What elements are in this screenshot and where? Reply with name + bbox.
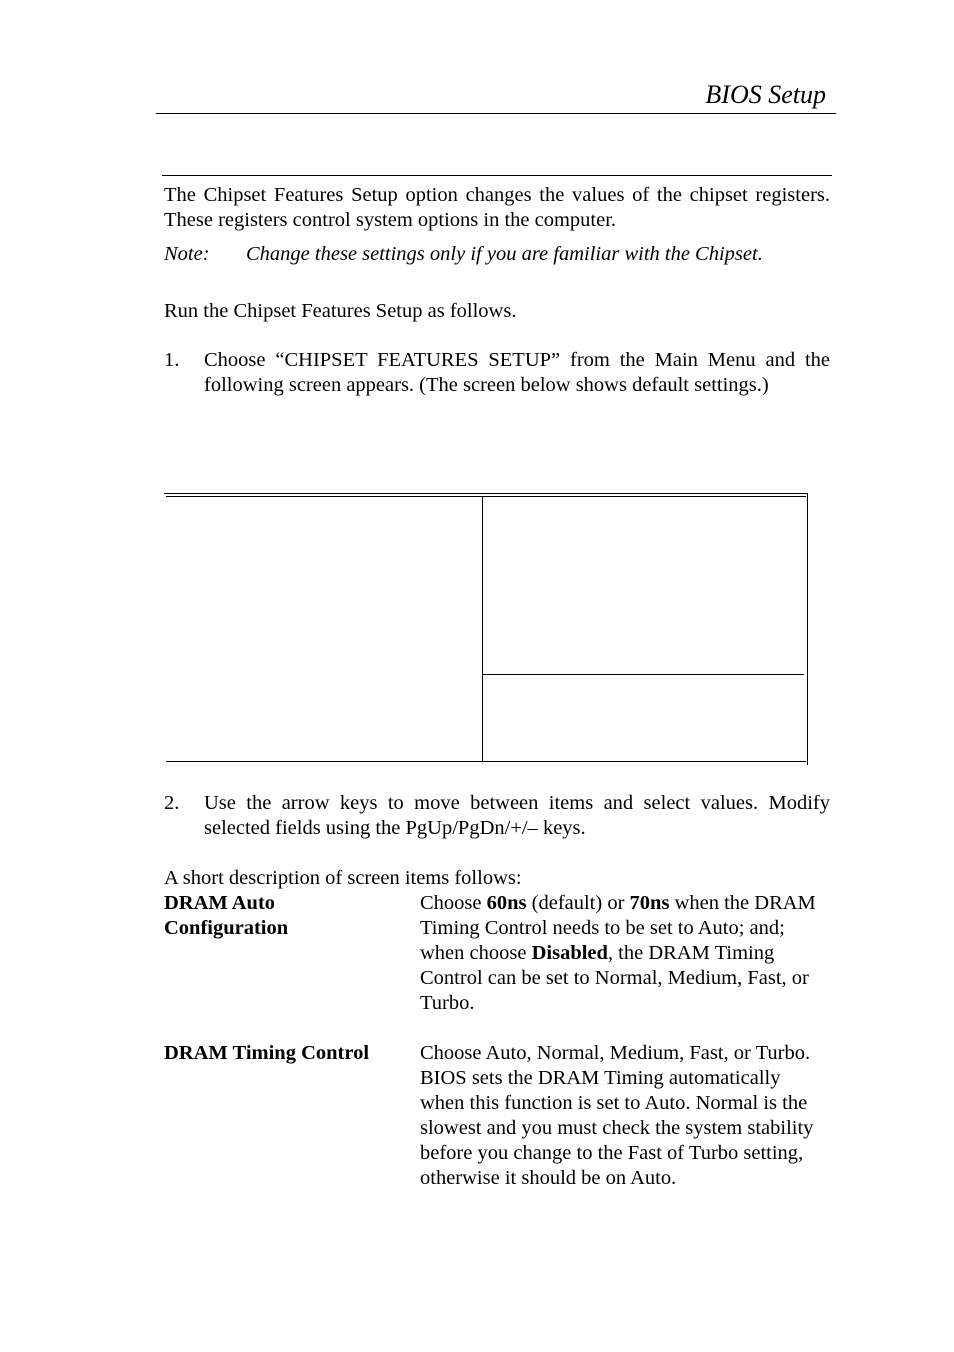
- screen-right-edge: [807, 493, 808, 765]
- description-intro: A short description of screen items follows:: [164, 867, 522, 889]
- item-term-dram-timing-control: DRAM Timing Control: [164, 1042, 370, 1064]
- header-rule: [156, 113, 836, 114]
- step-2-text: Use the arrow keys to move between items and select values. Modify selected fields using the PgUp/PgDn/+/– keys.: [204, 792, 830, 839]
- screen-help-rule: [482, 674, 804, 675]
- screen-divider: [482, 497, 483, 761]
- term-line: DRAM Auto: [164, 892, 276, 914]
- desc-text: (default) or: [526, 892, 630, 914]
- step-1-number: 1.: [164, 349, 180, 371]
- step-1-text: Choose “CHIPSET FEATURES SETUP” from the Main Menu and the following screen appears. (The screen below shows default settings.): [204, 349, 830, 396]
- section-rule: [162, 175, 832, 176]
- bios-screen-frame: [164, 493, 810, 765]
- note-text: Change these settings only if you are familiar with the Chipset.: [246, 243, 763, 265]
- screen-bottom-rule: [166, 761, 806, 762]
- term-line: Configuration: [164, 917, 289, 939]
- intro-paragraph: The Chipset Features Setup option changes the values of the chipset registers. These registers control system options in the computer.: [164, 184, 830, 231]
- step-2-number: 2.: [164, 792, 180, 814]
- desc-bold: 60ns: [486, 892, 527, 914]
- desc-bold: 70ns: [629, 892, 670, 914]
- item-term-dram-auto-configuration: [164, 891, 404, 941]
- item-description-dram-auto-configuration: [420, 891, 820, 1016]
- page-header-title: BIOS Setup: [705, 80, 826, 109]
- item-description-dram-timing-control: Choose Auto, Normal, Medium, Fast, or Turbo. BIOS sets the DRAM Timing automatically when this function is set to Auto. Normal is the slowest and you must check the system stability before you change to the Fast of Turbo setting, otherwise it should be on Auto.: [420, 1042, 814, 1189]
- run-instruction: Run the Chipset Features Setup as follows.: [164, 300, 517, 322]
- desc-text: Choose: [420, 892, 487, 914]
- desc-bold: Disabled: [531, 942, 608, 964]
- screen-top-rule-inner: [166, 496, 806, 497]
- note-label: Note:: [164, 243, 210, 265]
- screen-top-rule: [164, 493, 808, 494]
- desc-text: , the DRAM Timing Control can be set to Normal, Medium, Fast, or Turbo.: [420, 942, 809, 1014]
- desc-text: when the DRAM Timing Control needs to be set to Auto; and; when choose: [420, 892, 816, 964]
